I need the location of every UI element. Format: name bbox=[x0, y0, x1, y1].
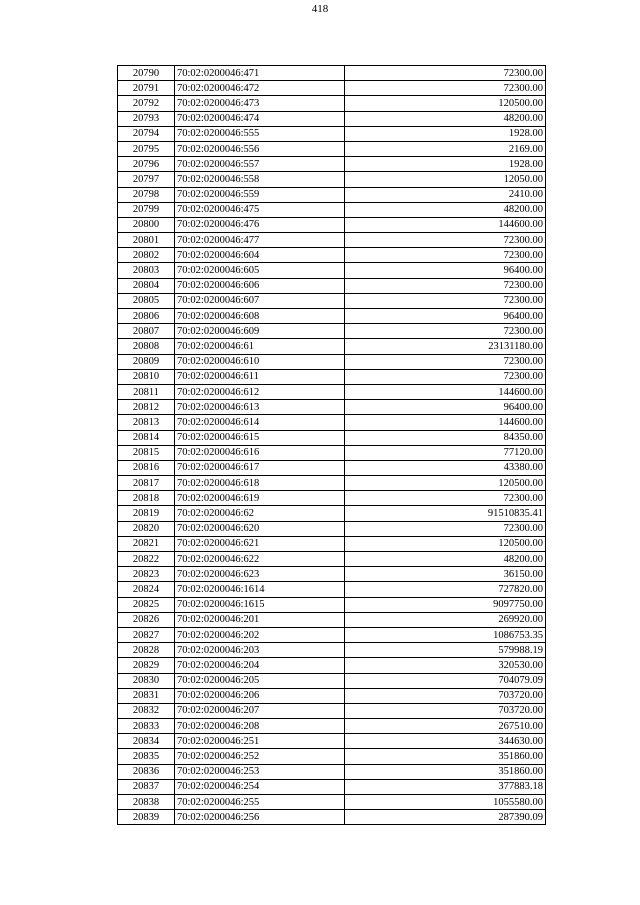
table-row bbox=[118, 688, 546, 703]
table-row bbox=[118, 445, 546, 460]
cadastral-number: 70:02:0200046:253 bbox=[175, 764, 345, 779]
cadastral-value: 72300.00 bbox=[345, 369, 546, 384]
cadastral-number: 70:02:0200046:206 bbox=[175, 688, 345, 703]
cadastral-number: 70:02:0200046:205 bbox=[175, 673, 345, 688]
row-number: 20801 bbox=[118, 233, 175, 248]
cadastral-number: 70:02:0200046:605 bbox=[175, 263, 345, 278]
cadastral-number: 70:02:0200046:1614 bbox=[175, 582, 345, 597]
table-row bbox=[118, 779, 546, 794]
row-number: 20811 bbox=[118, 384, 175, 399]
row-number: 20807 bbox=[118, 324, 175, 339]
cadastral-number: 70:02:0200046:473 bbox=[175, 96, 345, 111]
table-row bbox=[118, 324, 546, 339]
cadastral-number: 70:02:0200046:61 bbox=[175, 339, 345, 354]
cadastral-number: 70:02:0200046:606 bbox=[175, 278, 345, 293]
table-row bbox=[118, 810, 546, 825]
table-row bbox=[118, 384, 546, 399]
row-number: 20805 bbox=[118, 293, 175, 308]
cadastral-number: 70:02:0200046:202 bbox=[175, 627, 345, 642]
row-number: 20832 bbox=[118, 703, 175, 718]
row-number: 20827 bbox=[118, 627, 175, 642]
table-row bbox=[118, 293, 546, 308]
cadastral-number: 70:02:0200046:477 bbox=[175, 233, 345, 248]
cadastral-value: 377883.18 bbox=[345, 779, 546, 794]
cadastral-value: 72300.00 bbox=[345, 81, 546, 96]
row-number: 20837 bbox=[118, 779, 175, 794]
row-number: 20804 bbox=[118, 278, 175, 293]
row-number: 20818 bbox=[118, 491, 175, 506]
cadastral-number: 70:02:0200046:256 bbox=[175, 810, 345, 825]
cadastral-number: 70:02:0200046:555 bbox=[175, 126, 345, 141]
table-row bbox=[118, 278, 546, 293]
cadastral-value: 12050.00 bbox=[345, 172, 546, 187]
cadastral-number: 70:02:0200046:203 bbox=[175, 643, 345, 658]
table-row bbox=[118, 81, 546, 96]
table-row bbox=[118, 703, 546, 718]
table-row bbox=[118, 339, 546, 354]
row-number: 20808 bbox=[118, 339, 175, 354]
cadastral-number: 70:02:0200046:252 bbox=[175, 749, 345, 764]
row-number: 20828 bbox=[118, 643, 175, 658]
cadastral-value: 96400.00 bbox=[345, 400, 546, 415]
table-row bbox=[118, 491, 546, 506]
cadastral-value: 9097750.00 bbox=[345, 597, 546, 612]
row-number: 20793 bbox=[118, 111, 175, 126]
cadastral-number: 70:02:0200046:472 bbox=[175, 81, 345, 96]
cadastral-number: 70:02:0200046:254 bbox=[175, 779, 345, 794]
row-number: 20790 bbox=[118, 66, 175, 81]
cadastral-value: 1086753.35 bbox=[345, 627, 546, 642]
table-row bbox=[118, 111, 546, 126]
cadastral-value: 269920.00 bbox=[345, 612, 546, 627]
cadastral-value: 72300.00 bbox=[345, 233, 546, 248]
cadastral-number: 70:02:0200046:255 bbox=[175, 795, 345, 810]
row-number: 20813 bbox=[118, 415, 175, 430]
cadastral-value: 267510.00 bbox=[345, 719, 546, 734]
cadastral-number: 70:02:0200046:614 bbox=[175, 415, 345, 430]
cadastral-number: 70:02:0200046:617 bbox=[175, 460, 345, 475]
row-number: 20825 bbox=[118, 597, 175, 612]
table-row bbox=[118, 734, 546, 749]
table-row bbox=[118, 597, 546, 612]
row-number: 20826 bbox=[118, 612, 175, 627]
table-row bbox=[118, 141, 546, 156]
cadastral-number: 70:02:0200046:476 bbox=[175, 217, 345, 232]
table-row bbox=[118, 764, 546, 779]
cadastral-number: 70:02:0200046:1615 bbox=[175, 597, 345, 612]
cadastral-value: 287390.09 bbox=[345, 810, 546, 825]
cadastral-value: 2169.00 bbox=[345, 141, 546, 156]
cadastral-value: 344630.00 bbox=[345, 734, 546, 749]
row-number: 20833 bbox=[118, 719, 175, 734]
cadastral-value: 84350.00 bbox=[345, 430, 546, 445]
table-row bbox=[118, 719, 546, 734]
cadastral-number: 70:02:0200046:622 bbox=[175, 552, 345, 567]
cadastral-value: 579988.19 bbox=[345, 643, 546, 658]
table-row bbox=[118, 248, 546, 263]
cadastral-number: 70:02:0200046:610 bbox=[175, 354, 345, 369]
cadastral-number: 70:02:0200046:609 bbox=[175, 324, 345, 339]
cadastral-number: 70:02:0200046:251 bbox=[175, 734, 345, 749]
table-row bbox=[118, 309, 546, 324]
cadastral-value: 48200.00 bbox=[345, 202, 546, 217]
cadastral-number: 70:02:0200046:612 bbox=[175, 384, 345, 399]
cadastral-value: 727820.00 bbox=[345, 582, 546, 597]
cadastral-value: 77120.00 bbox=[345, 445, 546, 460]
cadastral-value: 1928.00 bbox=[345, 126, 546, 141]
cadastral-value: 120500.00 bbox=[345, 476, 546, 491]
cadastral-value: 96400.00 bbox=[345, 309, 546, 324]
table-body bbox=[118, 66, 546, 825]
table-row bbox=[118, 96, 546, 111]
table-row bbox=[118, 233, 546, 248]
cadastral-value: 72300.00 bbox=[345, 354, 546, 369]
row-number: 20802 bbox=[118, 248, 175, 263]
row-number: 20829 bbox=[118, 658, 175, 673]
row-number: 20809 bbox=[118, 354, 175, 369]
table-row bbox=[118, 567, 546, 582]
cadastral-number: 70:02:0200046:557 bbox=[175, 157, 345, 172]
row-number: 20822 bbox=[118, 552, 175, 567]
cadastral-value: 48200.00 bbox=[345, 111, 546, 126]
row-number: 20798 bbox=[118, 187, 175, 202]
cadastral-number: 70:02:0200046:620 bbox=[175, 521, 345, 536]
table-row bbox=[118, 795, 546, 810]
table-row bbox=[118, 126, 546, 141]
cadastral-number: 70:02:0200046:615 bbox=[175, 430, 345, 445]
row-number: 20823 bbox=[118, 567, 175, 582]
cadastral-value-table bbox=[117, 65, 546, 825]
cadastral-value: 703720.00 bbox=[345, 703, 546, 718]
cadastral-number: 70:02:0200046:618 bbox=[175, 476, 345, 491]
row-number: 20838 bbox=[118, 795, 175, 810]
cadastral-value: 72300.00 bbox=[345, 248, 546, 263]
table-row bbox=[118, 369, 546, 384]
row-number: 20839 bbox=[118, 810, 175, 825]
row-number: 20792 bbox=[118, 96, 175, 111]
cadastral-value: 2410.00 bbox=[345, 187, 546, 202]
cadastral-value: 704079.09 bbox=[345, 673, 546, 688]
table-row bbox=[118, 612, 546, 627]
table-row bbox=[118, 66, 546, 81]
row-number: 20821 bbox=[118, 536, 175, 551]
cadastral-number: 70:02:0200046:204 bbox=[175, 658, 345, 673]
row-number: 20836 bbox=[118, 764, 175, 779]
cadastral-number: 70:02:0200046:559 bbox=[175, 187, 345, 202]
row-number: 20831 bbox=[118, 688, 175, 703]
cadastral-value: 72300.00 bbox=[345, 324, 546, 339]
table-row bbox=[118, 658, 546, 673]
cadastral-value: 144600.00 bbox=[345, 415, 546, 430]
row-number: 20796 bbox=[118, 157, 175, 172]
cadastral-value: 351860.00 bbox=[345, 764, 546, 779]
cadastral-value: 48200.00 bbox=[345, 552, 546, 567]
row-number: 20819 bbox=[118, 506, 175, 521]
row-number: 20812 bbox=[118, 400, 175, 415]
cadastral-number: 70:02:0200046:201 bbox=[175, 612, 345, 627]
cadastral-value: 1055580.00 bbox=[345, 795, 546, 810]
row-number: 20820 bbox=[118, 521, 175, 536]
cadastral-value: 72300.00 bbox=[345, 66, 546, 81]
row-number: 20794 bbox=[118, 126, 175, 141]
table-row bbox=[118, 430, 546, 445]
cadastral-number: 70:02:0200046:608 bbox=[175, 309, 345, 324]
cadastral-number: 70:02:0200046:611 bbox=[175, 369, 345, 384]
cadastral-value: 144600.00 bbox=[345, 217, 546, 232]
table-row bbox=[118, 476, 546, 491]
row-number: 20815 bbox=[118, 445, 175, 460]
row-number: 20835 bbox=[118, 749, 175, 764]
table-row bbox=[118, 536, 546, 551]
table-row bbox=[118, 172, 546, 187]
cadastral-value: 72300.00 bbox=[345, 521, 546, 536]
table-row bbox=[118, 582, 546, 597]
table-row bbox=[118, 643, 546, 658]
page-number: 418 bbox=[311, 3, 329, 15]
row-number: 20814 bbox=[118, 430, 175, 445]
table-row bbox=[118, 415, 546, 430]
cadastral-number: 70:02:0200046:604 bbox=[175, 248, 345, 263]
cadastral-value: 43380.00 bbox=[345, 460, 546, 475]
cadastral-value: 703720.00 bbox=[345, 688, 546, 703]
cadastral-value: 144600.00 bbox=[345, 384, 546, 399]
row-number: 20795 bbox=[118, 141, 175, 156]
cadastral-value: 96400.00 bbox=[345, 263, 546, 278]
cadastral-number: 70:02:0200046:607 bbox=[175, 293, 345, 308]
table-row bbox=[118, 552, 546, 567]
table-row bbox=[118, 187, 546, 202]
row-number: 20810 bbox=[118, 369, 175, 384]
row-number: 20797 bbox=[118, 172, 175, 187]
table-row bbox=[118, 157, 546, 172]
row-number: 20799 bbox=[118, 202, 175, 217]
row-number: 20800 bbox=[118, 217, 175, 232]
cadastral-number: 70:02:0200046:613 bbox=[175, 400, 345, 415]
cadastral-value: 23131180.00 bbox=[345, 339, 546, 354]
table-row bbox=[118, 749, 546, 764]
cadastral-value: 91510835.41 bbox=[345, 506, 546, 521]
table-row bbox=[118, 400, 546, 415]
cadastral-value: 320530.00 bbox=[345, 658, 546, 673]
table-row bbox=[118, 202, 546, 217]
cadastral-number: 70:02:0200046:616 bbox=[175, 445, 345, 460]
cadastral-value: 120500.00 bbox=[345, 536, 546, 551]
table-row bbox=[118, 263, 546, 278]
table-row bbox=[118, 217, 546, 232]
cadastral-number: 70:02:0200046:619 bbox=[175, 491, 345, 506]
cadastral-number: 70:02:0200046:474 bbox=[175, 111, 345, 126]
row-number: 20806 bbox=[118, 309, 175, 324]
table-row bbox=[118, 506, 546, 521]
row-number: 20817 bbox=[118, 476, 175, 491]
cadastral-number: 70:02:0200046:621 bbox=[175, 536, 345, 551]
row-number: 20803 bbox=[118, 263, 175, 278]
row-number: 20830 bbox=[118, 673, 175, 688]
cadastral-value: 72300.00 bbox=[345, 491, 546, 506]
table-row bbox=[118, 521, 546, 536]
cadastral-value: 1928.00 bbox=[345, 157, 546, 172]
cadastral-number: 70:02:0200046:62 bbox=[175, 506, 345, 521]
table-row bbox=[118, 627, 546, 642]
cadastral-number: 70:02:0200046:556 bbox=[175, 141, 345, 156]
cadastral-value: 36150.00 bbox=[345, 567, 546, 582]
cadastral-number: 70:02:0200046:471 bbox=[175, 66, 345, 81]
row-number: 20824 bbox=[118, 582, 175, 597]
cadastral-number: 70:02:0200046:623 bbox=[175, 567, 345, 582]
row-number: 20834 bbox=[118, 734, 175, 749]
cadastral-value: 72300.00 bbox=[345, 278, 546, 293]
cadastral-number: 70:02:0200046:558 bbox=[175, 172, 345, 187]
cadastral-number: 70:02:0200046:475 bbox=[175, 202, 345, 217]
cadastral-number: 70:02:0200046:207 bbox=[175, 703, 345, 718]
cadastral-value: 351860.00 bbox=[345, 749, 546, 764]
table-row bbox=[118, 354, 546, 369]
table-row bbox=[118, 673, 546, 688]
cadastral-value: 72300.00 bbox=[345, 293, 546, 308]
cadastral-value: 120500.00 bbox=[345, 96, 546, 111]
row-number: 20791 bbox=[118, 81, 175, 96]
row-number: 20816 bbox=[118, 460, 175, 475]
table-row bbox=[118, 460, 546, 475]
cadastral-number: 70:02:0200046:208 bbox=[175, 719, 345, 734]
